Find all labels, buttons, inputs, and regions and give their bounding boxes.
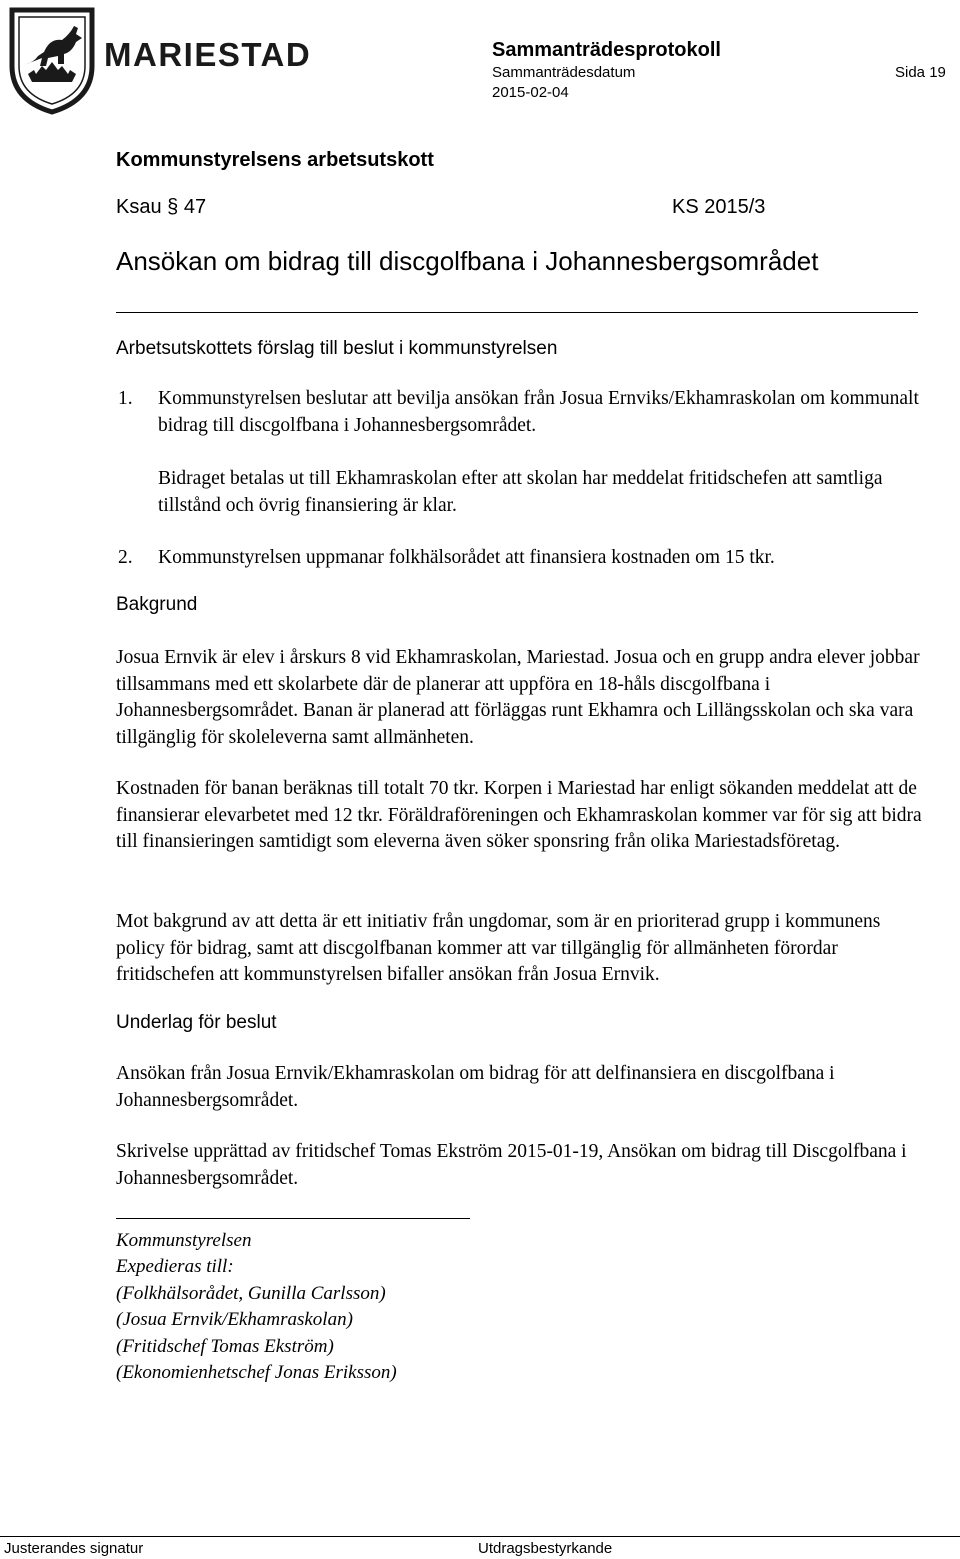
mariestad-coat-of-arms-icon bbox=[6, 4, 98, 116]
distribution-line: (Ekonomienhetschef Jonas Eriksson) bbox=[116, 1362, 397, 1383]
distribution-line: (Josua Ernvik/Ekhamraskolan) bbox=[116, 1309, 353, 1330]
document-title: Sammanträdesprotokoll bbox=[492, 39, 721, 61]
basis-paragraph: Ansökan från Josua Ernvik/Ekhamraskolan om bidrag för att delfinansiera en discgolfbana i Johannesbergsområdet. bbox=[116, 1063, 835, 1111]
title-divider bbox=[116, 312, 918, 313]
background-paragraph: Kostnaden för banan beräknas till totalt 70 tkr. Korpen i Mariestad har enligt sökanden meddelat att de finansierar elevarbetet med 12 tkr. Föräldraföreningen och Ekhamraskolan kommer var för sig att bidra till finansieringen samtidigt som eleverna även söker sponsring från olika Mariestadsföretag. bbox=[116, 778, 922, 852]
proposal-item-number: 2. bbox=[118, 547, 133, 568]
meeting-date-label: Sammanträdesdatum bbox=[492, 64, 636, 81]
page-number: Sida 19 bbox=[895, 64, 946, 81]
footer-divider bbox=[0, 1536, 960, 1537]
proposal-heading: Arbetsutskottets förslag till beslut i kommunstyrelsen bbox=[116, 338, 558, 359]
distribution-line: (Fritidschef Tomas Ekström) bbox=[116, 1336, 334, 1357]
logo-text: MARIESTAD bbox=[104, 36, 312, 73]
proposal-item-text: Kommunstyrelsen beslutar att bevilja ansökan från Josua Ernviks/Ekhamraskolan om kommunalt bidrag till discgolfbana i Johannesbergsområdet. bbox=[158, 388, 919, 436]
proposal-item-number: 1. bbox=[118, 388, 133, 409]
proposal-item-detail: Bidraget betalas ut till Ekhamraskolan efter att skolan har meddelat fritidschefen att samtliga tillstånd och övrig finansiering är klar. bbox=[158, 468, 883, 516]
proposal-item-text: Kommunstyrelsen uppmanar folkhälsorådet att finansiera kostnaden om 15 tkr. bbox=[158, 547, 775, 568]
distribution-line: (Folkhälsorådet, Gunilla Carlsson) bbox=[116, 1283, 386, 1304]
basis-heading: Underlag för beslut bbox=[116, 1012, 277, 1033]
distribution-divider bbox=[116, 1218, 470, 1219]
background-paragraph: Josua Ernvik är elev i årskurs 8 vid Ekhamraskolan, Mariestad. Josua och en grupp andra elever jobbar tillsammans med ett skolarbete där de planerar att uppföra en 18-håls discgolfbana i Johannesbergsområdet. Banan är planerad att förläggas runt Ekhamra och Lillängsskolan och ska vara tillgänglig för skoleleverna samt allmänheten. bbox=[116, 647, 920, 748]
meeting-date: 2015-02-04 bbox=[492, 84, 569, 101]
committee-name: Kommunstyrelsens arbetsutskott bbox=[116, 149, 434, 171]
distribution-line: Expedieras till: bbox=[116, 1256, 234, 1277]
case-number: KS 2015/3 bbox=[672, 196, 766, 218]
distribution-line: Kommunstyrelsen bbox=[116, 1230, 252, 1251]
signature-label: Justerandes signatur bbox=[4, 1540, 144, 1557]
case-title: Ansökan om bidrag till discgolfbana i Johannesbergsområdet bbox=[116, 246, 819, 276]
section-number: Ksau § 47 bbox=[116, 196, 207, 218]
basis-paragraph: Skrivelse upprättad av fritidschef Tomas Ekström 2015-01-19, Ansökan om bidrag till Discgolfbana i Johannesbergsområdet. bbox=[116, 1141, 907, 1189]
background-paragraph: Mot bakgrund av att detta är ett initiativ från ungdomar, som är en prioriterad grupp i kommunens policy för bidrag, samt att discgolfbanan kommer att var tillgänglig för allmänheten förordar fritidschefen att kommunstyrelsen bifaller ansökan från Josua Ernvik. bbox=[116, 911, 881, 985]
background-heading: Bakgrund bbox=[116, 594, 198, 615]
extract-certification-label: Utdragsbestyrkande bbox=[478, 1540, 613, 1557]
